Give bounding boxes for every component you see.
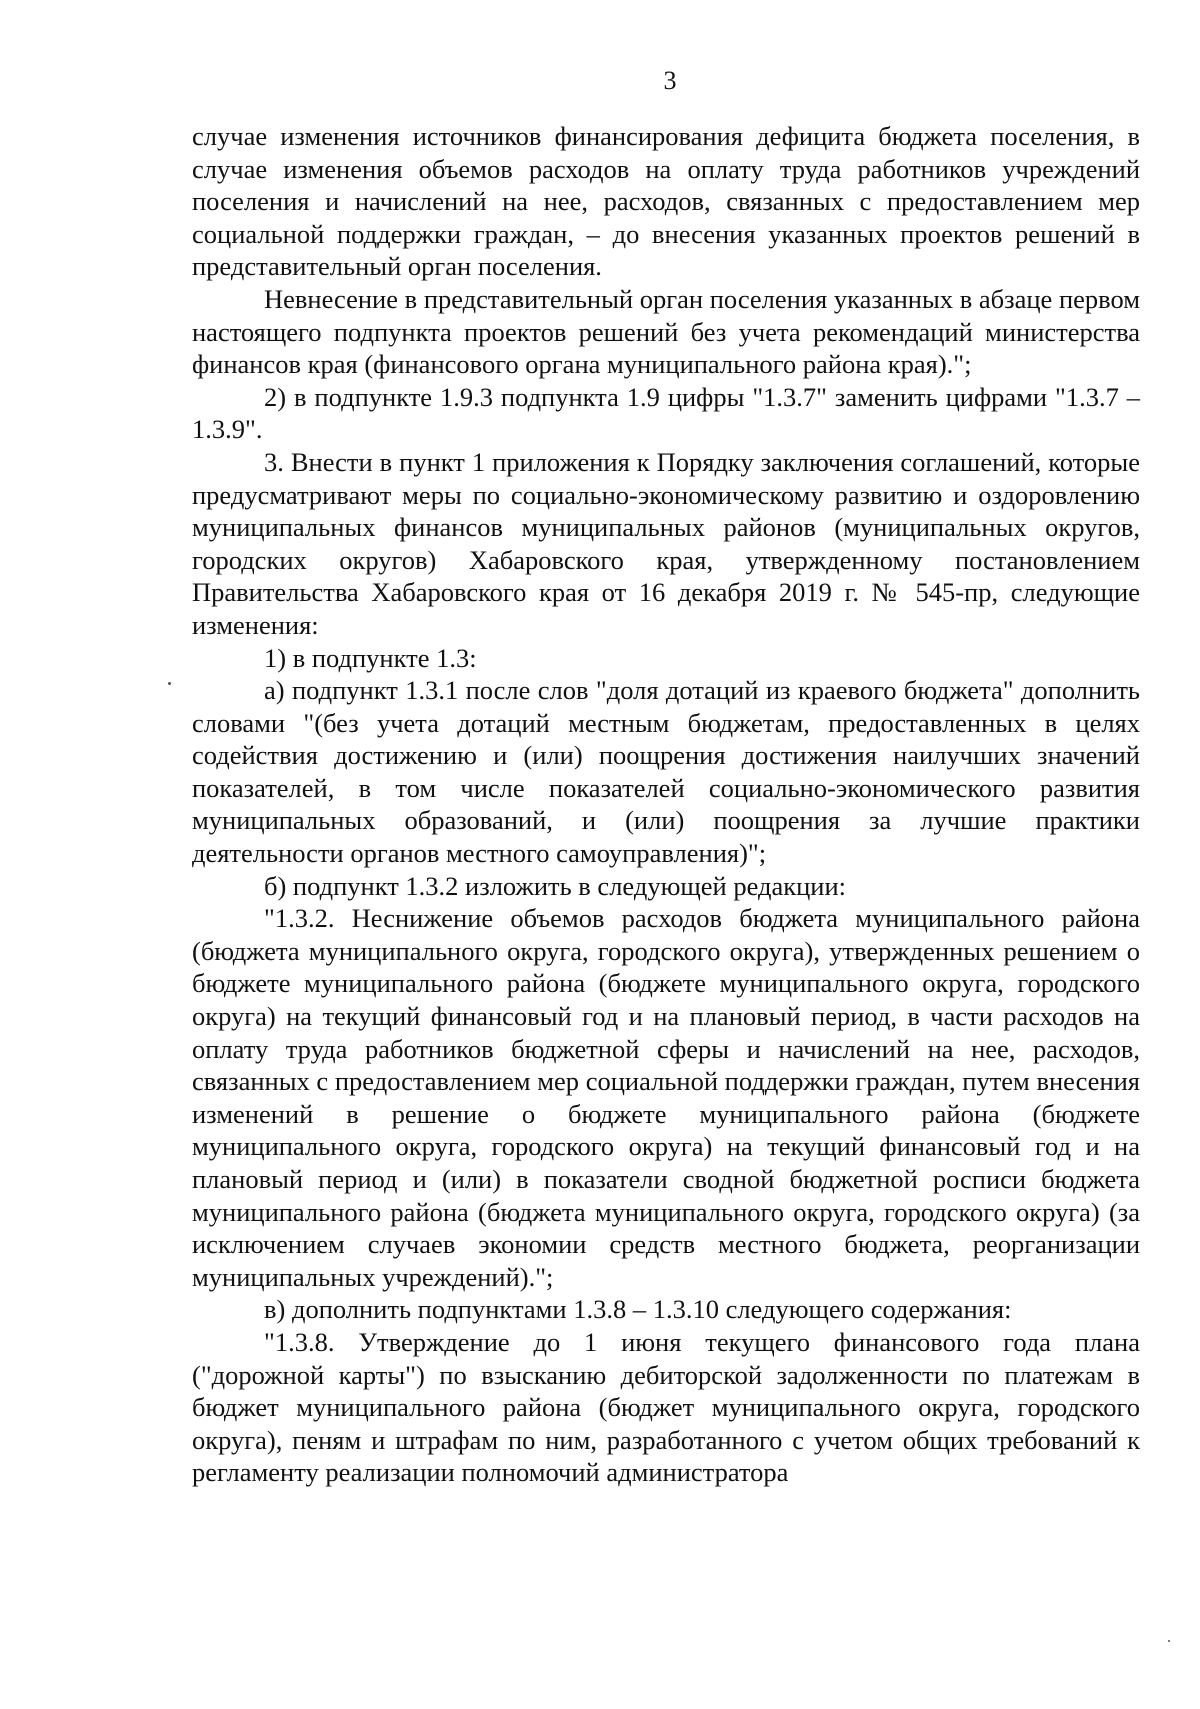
paragraph-3: 2) в подпункте 1.9.3 подпункта 1.9 цифры "1.3.7" заменить цифрами "1.3.7 – 1.3.9". <box>192 381 1140 445</box>
page-number: 3 <box>663 66 677 95</box>
document-body <box>192 120 1140 1489</box>
paragraph-8: "1.3.2. Неснижение объемов расходов бюджета муниципального района (бюджета муниципального округа, городского округа), утвержденных решением о бюджете муниципального района (бюджете муниципального округа, городского округа) на текущий финансовый год и на плановый период, в части расходов на оплату труда работников бюджетной сферы и начислений на нее, расходов, связанных с предоставлением мер социальной поддержки граждан, путем внесения изменений в решение о бюджете муниципального района (бюджете муниципального округа, городского округа) на текущий финансовый год и на плановый период и (или) в показатели сводной бюджетной росписи бюджета муниципального района (бюджета муниципального округа, городского округа) (за исключением случаев экономии средств местного бюджета, реорганизации муниципальных учреждений)."; <box>192 903 1140 1292</box>
paragraph-4: 3. Внести в пункт 1 приложения к Порядку заключения соглашений, которые предусматривают меры по социально-экономическому развитию и оздоровлению муниципальных финансов муниципальных районов (муниципальных округов, городских округов) Хабаровского края, утвержденному постановлением Правительства Хабаровского края от 16 декабря 2019 г. № 545-пр, следующие изменения: <box>192 446 1140 640</box>
paragraph-9: в) дополнить подпунктами 1.3.8 – 1.3.10 следующего содержания: <box>264 1294 1012 1325</box>
scan-speck <box>1168 1640 1170 1642</box>
paragraph-1: случае изменения источников финансирования дефицита бюджета поселения, в случае изменения объемов расходов на оплату труда работников учреждений поселения и начислений на нее, расходов, связанных с предоставлением мер социальной поддержки граждан, – до внесения указанных проектов решений в представительный орган поселения. <box>192 121 1140 282</box>
paragraph-2: Невнесение в представительный орган поселения указанных в абзаце первом настоящего подпункта проектов решений без учета рекомендаций министерства финансов края (финансового органа муниципального района края)."; <box>192 283 1140 380</box>
paragraph-10: "1.3.8. Утверждение до 1 июня текущего финансового года плана ("дорожной карты") по взысканию дебиторской задолженности по платежам в бюджет муниципального района (бюджет муниципального округа, городского округа), пеням и штрафам по ним, разработанного с учетом общих требований к регламенту реализации полномочий администратора <box>192 1326 1140 1488</box>
paragraph-5: 1) в подпункте 1.3: <box>264 642 477 673</box>
paragraph-6: а) подпункт 1.3.1 после слов "доля дотаций из краевого бюджета" дополнить словами "(без учета дотаций местным бюджетам, предоставленных в целях содействия достижению и (или) поощрения достижения наилучших значений показателей, в том числе показателей социально-экономического развития муниципальных образований, и (или) поощрения за лучшие практики деятельности органов местного самоуправления)"; <box>192 675 1140 869</box>
paragraph-7: б) подпункт 1.3.2 изложить в следующей редакции: <box>264 870 847 901</box>
scan-speck <box>168 682 171 685</box>
